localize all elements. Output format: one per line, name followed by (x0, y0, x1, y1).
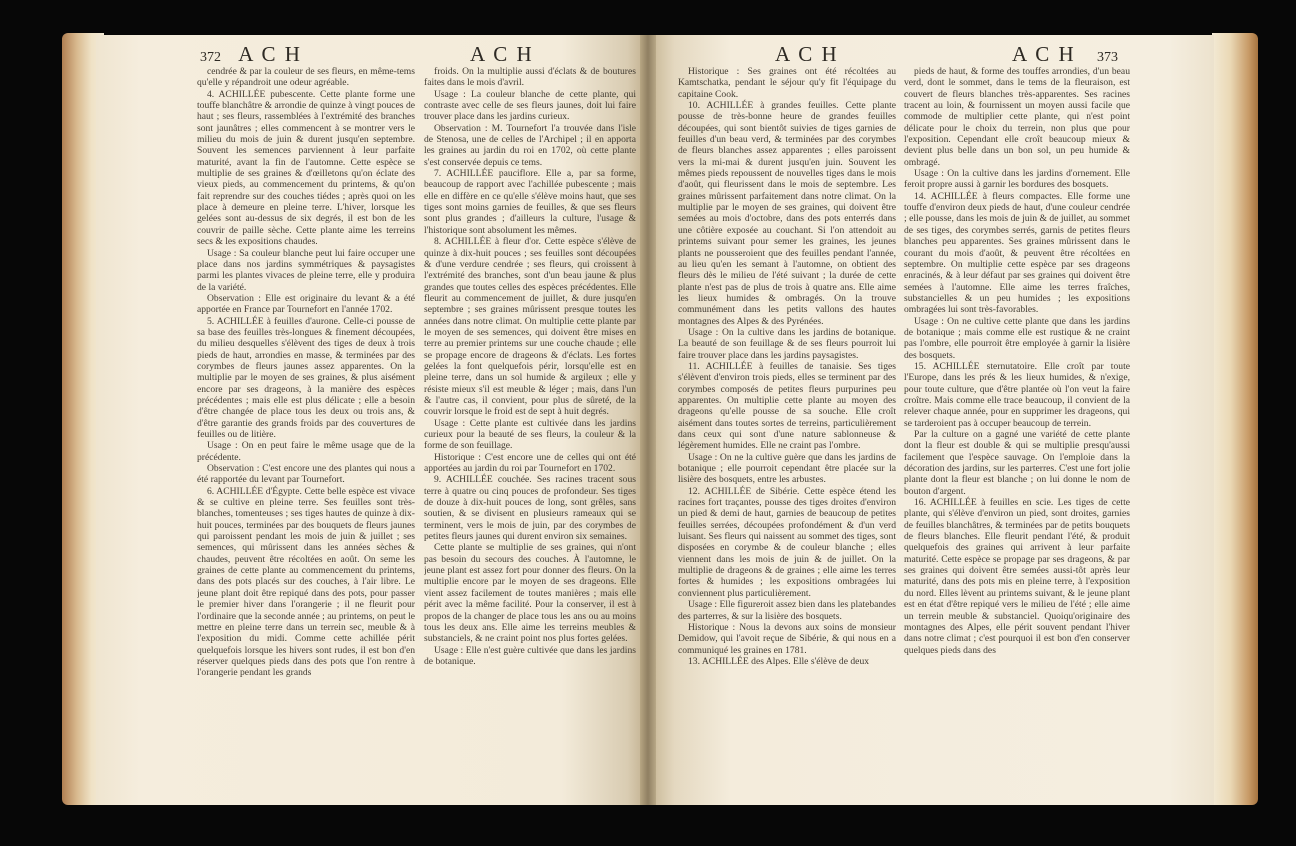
paragraph: froids. On la multiplie aussi d'éclats & de boutures faites dans le mois d'avril. (424, 66, 636, 89)
paragraph: 10. ACHILLÉE à grandes feuilles. Cette plante pousse de très-bonne heure de grandes feuilles découpées, qui sont bientôt suivies de tiges garnies de feuilles d'un beau verd, & terminées par des corymbes de fleurs blanches assez apparentes ; elles paroissent vers la mi-mai & durent jusqu'en juin. Souvent les mêmes pieds repoussent de nouvelles tiges dans le mois d'août, qui fleurissent dans le mois de septembre. Les graines mûrissent parfaitement dans notre climat. On la multiplie par le moyen de ses graines, qui doivent être semées au mois d'octobre, dans des pots enterrés dans une côtière exposée au couchant. Si l'on attendoit au printems suivant pour semer les graines, les jeunes plants ne pousseroient que des feuilles pendant l'année, au lieu qu'en les semant à l'automne, on obtient des fleurs dès le milieu de l'été suivant ; la durée de cette plante n'est pas de plus de trois à quatre ans. Elle aime les lieux humides & ombragés. On la trouve communément dans les petits vallons des hautes montagnes des Alpes & des Pyrénées. (678, 100, 896, 327)
paragraph: Observation : Elle est originaire du levant & a été apportée en France par Tournefort en l'année 1702. (197, 292, 415, 316)
paragraph: Historique : Ses graines ont été récoltées au Kamtschatka, pendant le séjour qu'y fit l'équipage du capitaine Cook. (678, 66, 896, 100)
right-page-column-1 (678, 66, 896, 768)
paragraph: Usage : On en peut faire le même usage que de la précédente. (197, 440, 415, 463)
paragraph: Observation : C'est encore une des plantes qui nous a été rapportée du levant par Tournefort. (197, 463, 415, 486)
right-page-column-2 (904, 66, 1130, 768)
page-number: 373 (1096, 50, 1118, 65)
running-head: A C H (470, 42, 534, 66)
paragraph: 7. ACHILLÉE pauciflore. Elle a, par sa forme, beaucoup de rapport avec l'achillée pubescente ; mais elle en diffère en ce qu'elle s'élève moins haut, que ses tiges sont moins garnies de feuilles, & que ses fleurs sont plus grandes ; d'ailleurs la culture, l'usage & l'historique sont absolument les mêmes. (424, 168, 636, 236)
paragraph: 14. ACHILLÉE à fleurs compactes. Elle forme une touffe d'environ deux pieds de haut, d'une couleur cendrée ; elle pousse, dans les mois de juin & de juillet, au sommet de ses tiges, des corymbes serrés, garnis de petites fleurs blanches peu apparentes. Ses graines mûrissent dans le courant du mois d'août, & peuvent être récoltées en septembre. On multiplie cette espèce par ses drageons enracinés, & à leur défaut par ses graines qui doivent être semées à l'automne. Elle aime les terres fraîches, substancielles & un peu humides ; les expositions ombragées lui sont très-favorables. (904, 190, 1130, 316)
paragraph: 5. ACHILLÉE à feuilles d'aurone. Celle-ci pousse de sa base des feuilles très-longues & finement découpées, du milieu desquelles s'élèvent des tiges de deux à trois pieds de haut, arrondies en masse, & terminées par des corymbes de fleurs jaunes assez apparentes. On la multiplie par le moyen de ses graines, & plus aisément encore par ses drageons, à la manière des espèces précédentes ; mais elle est plus délicate ; elle a besoin d'être changée de place tous les deux ou trois ans, & d'être garantie des grands froids par des couvertures de feuilles ou de litière. (197, 315, 415, 440)
left-page-column-2 (424, 66, 636, 768)
paragraph: Par la culture on a gagné une variété de cette plante dont la fleur est double & qui se multiplie presqu'aussi facilement que l'espèce sauvage. On l'emploie dans la décoration des jardins, sur les parterres. C'est une fort jolie plante dont la fleur est blanche ; on lui donne le nom de bouton d'argent. (904, 429, 1130, 497)
paragraph: Observation : M. Tournefort l'a trouvée dans l'isle de Stenosa, une de celles de l'Archipel ; il en apporta les graines au jardin du roi en 1702, où cette plante s'est conservée depuis ce tems. (424, 122, 636, 168)
page-number: 372 (200, 50, 221, 65)
running-head: A C H (775, 42, 839, 66)
paragraph: 12. ACHILLÉE de Sibérie. Cette espèce étend les racines fort traçantes, pousse des tiges droites d'environ un pied & demi de haut, garnies de beaucoup de petites feuilles serrées, découpées profondément & d'un verd luisant. Ses fleurs qui naissent au sommet des tiges, sont disposées en corymbe & de couleur blanche ; elles viennent dans les mois de juin & de juillet. On la multiplie de drageons & de graines ; elle aime les terres fortes & humides ; les expositions ombragées lui conviennent plus particulièrement. (678, 485, 896, 599)
paragraph: Cette plante se multiplie de ses graines, qui n'ont pas besoin du secours des couches. À l'automne, le jeune plant est assez fort pour donner des fleurs. On la multiplie encore par le moyen de ses drageons. Elle vient assez facilement de toutes manières ; mais elle périt avec la même facilité. Pour la conserver, il est à propos de la changer de place tous les ans ou au moins tous les deux ans. Elle aime les terreins meubles & substanciels, & ne craint point nos plus fortes gelées. (424, 542, 636, 645)
paragraph: Usage : La couleur blanche de cette plante, qui contraste avec celle de ses fleurs jaunes, doit lui faire trouver place dans les jardins curieux. (424, 88, 636, 123)
paragraph: Usage : On ne la cultive guère que dans les jardins de botanique ; elle pourroit cependant être placée sur la lisière des bosquets, entre les arbustes. (678, 451, 896, 486)
paragraph: Usage : Elle n'est guère cultivée que dans les jardins de botanique. (424, 644, 636, 667)
left-page-header-right (470, 42, 534, 68)
running-head: A C H (238, 42, 302, 66)
paragraph: 9. ACHILLÉE couchée. Ses racines tracent sous terre à quatre ou cinq pouces de profondeur. Ses tiges de douze à dix-huit pouces de long, sont grêles, sans soutien, & se divisent en plusieurs rameaux qui se terminent, vers le mois de juin, par des corymbes de petites fleurs jaunes qui durent environ six semaines. (424, 474, 636, 543)
paragraph: 11. ACHILLÉE à feuilles de tanaisie. Ses tiges s'élèvent d'environ trois pieds, elles se terminent par des corymbes composés de petites fleurs purpurines peu apparentes. On multiplie cette plante au moyen des drageons qu'elle pousse de sa souche. Elle croît aisément dans toutes sortes de terreins, particulièrement dans ceux qui sont d'une nature sablonneuse & légèrement humides. Elle ne craint pas l'ombre. (678, 360, 896, 452)
paragraph: 16. ACHILLÉE à feuilles en scie. Les tiges de cette plante, qui s'élève d'environ un pied, sont droites, garnies de feuilles blanchâtres, & terminées par de petits bouquets de fleurs blanches. Elle fleurit pendant l'été, & produit quelquefois des graines qui arrivent à leur parfaite maturité. Cette espèce se propage par ses drageons, & par ses graines qui doivent être semées aussi-tôt après leur maturité, dans des pots mis en pleine terre, à l'exposition du nord. Elles lèvent au printems suivant, & le jeune plant est en état d'être repiqué vers le milieu de l'été ; elle aime un terrein meuble & substanciel. Quoiqu'originaire des montagnes des Alpes, elle périt souvent pendant l'hiver dans notre climat ; c'est pourquoi il est bon d'en conserver quelques pieds dans des (904, 497, 1130, 656)
paragraph: Historique : Nous la devons aux soins de monsieur Demidow, qui l'avoit reçue de Sibérie, & qui nous en a communiqué les graines en 1781. (678, 621, 896, 656)
paragraph: 4. ACHILLÉE pubescente. Cette plante forme une touffe blanchâtre & arrondie de quinze à vingt pouces de haut ; ses fleurs, rassemblées à l'extrémité des branches sont jaunâtres ; elles commencent à se montrer vers le milieu du mois de juin & durent jusqu'en septembre. Souvent les semences parviennent à leur parfaite maturité, avant la fin de l'automne. Cette espèce se multiplie de ses graines & d'œilletons qu'on éclate des vieux pieds, au commencement du printems, & qu'on fait reprendre sur des couches tiédes ; après quoi on les place à demeure en pleine terre. L'hiver, lorsque les gelées sont au-dessus de six degrés, il est bon de les couvrir de paille sèche. Cette plante aime les terreins secs & les expositions chaudes. (197, 88, 415, 248)
paragraph: Historique : C'est encore une de celles qui ont été apportées au jardin du roi par Tournefort en 1702. (424, 451, 636, 475)
right-page-edges (1212, 33, 1258, 805)
left-page-column-1 (197, 66, 415, 768)
book-gutter (640, 35, 656, 805)
left-page-header (200, 42, 302, 68)
right-page-header-right (1012, 42, 1118, 68)
paragraph: Usage : Cette plante est cultivée dans les jardins curieux pour la beauté de ses fleurs, la couleur & la forme de son feuillage. (424, 417, 636, 452)
paragraph: pieds de haut, & forme des touffes arrondies, d'un beau verd, dont le sommet, dans le tems de la fleuraison, est couvert de fleurs blanches très-apparentes. Ses racines tracent au loin, & fournissent un moyen aussi facile que commode de multiplier cette plante, qui n'est point délicate pour le choix du terrein, non plus que pour l'exposition. Cependant elle croît beaucoup mieux & devient plus belle dans un bon sol, un peu humide & ombragé. (904, 66, 1130, 168)
paragraph: 6. ACHILLÉE d'Égypte. Cette belle espèce est vivace & se cultive en pleine terre. Ses feuilles sont très-blanches, tomenteuses ; ses tiges hautes de quinze à dix-huit pouces, terminées par des bouquets de fleurs jaunes qui paroissent pendant les mois de juin & juillet ; ses semences, qui mûrissent dans les années sèches & chaudes, peuvent être récoltées en août. On seme les graines de cette plante au commencement du printems, dans des pots placés sur des couches, à l'air libre. Le jeune plant doit être repiqué dans des pots, pour passer le premier hiver dans l'orangerie ; il ne fleurit pour l'ordinaire que la seconde année ; au printems, on peut le mettre en pleine terre dans un terrein sec, meuble & à l'exposition du midi. Comme cette achillée périt quelquefois lorsque les hivers sont rudes, il est bon d'en réserver quelques pieds dans des pots que l'on rentre à l'orangerie pendant les grands (197, 485, 415, 679)
paragraph: 8. ACHILLÉE à fleur d'or. Cette espèce s'élève de quinze à dix-huit pouces ; ses feuilles sont découpées & d'une verdure cendrée ; ses fleurs, qui croissent à l'extrémité des branches, sont d'un beau jaune & plus grandes que toutes celles des espèces précédentes. Elle fleurit au commencement de juillet, & dure jusqu'en septembre ; ses graines mûrissent presque toutes les années dans notre climat. On multiplie cette plante par le moyen de ses semences, qui doivent être mises en terre au premier printems sur une couche chaude ; elle se propage encore de drageons & d'éclats. Les fortes gelées la font quelquefois périr, lorsqu'elle est en pleine terre, dans un sol humide & argileux ; elle y résiste mieux s'il est meuble & léger ; mais, dans l'un & l'autre cas, il convient, pour plus de sûreté, de la couvrir lorsque le froid est de sept à huit degrés. (424, 236, 636, 418)
paragraph: Usage : On ne cultive cette plante que dans les jardins de botanique ; mais comme elle est rustique & ne craint pas l'ombre, elle pourroit être employée à garnir la lisière des bosquets. (904, 315, 1130, 361)
right-page-header (775, 42, 839, 68)
paragraph: 15. ACHILLÉE sternutatoire. Elle croît par toute l'Europe, dans les prés & les lieux humides, & n'exige, pour toute culture, que d'être plantée où l'on veut la faire croître. Mais comme elle trace beaucoup, il convient de la relever chaque année, pour en supprimer les drageons, qui se tarderoient pas à occuper beaucoup de terrein. (904, 360, 1130, 429)
paragraph: cendrée & par la couleur de ses fleurs, en même-tems qu'elle y répandroit une odeur agréable. (197, 66, 415, 89)
paragraph: Usage : On la cultive dans les jardins de botanique. La beauté de son feuillage & de ses fleurs pourroit lui faire trouver place dans les jardins paysagistes. (678, 326, 896, 361)
running-head: A C H (1012, 42, 1076, 66)
paragraph: 13. ACHILLÉE des Alpes. Elle s'élève de deux (688, 655, 870, 667)
paragraph: Usage : On la cultive dans les jardins d'ornement. Elle feroit propre aussi à garnir les bordures des bosquets. (904, 168, 1130, 191)
paragraph: Usage : Elle figureroit assez bien dans les platebandes des parterres, & sur la lisière des bosquets. (678, 599, 896, 622)
paragraph: Usage : Sa couleur blanche peut lui faire occuper une place dans nos jardins symmétriques & paysagistes parmi les plantes vivaces de pleine terre, elle y produira de la variété. (197, 247, 415, 293)
